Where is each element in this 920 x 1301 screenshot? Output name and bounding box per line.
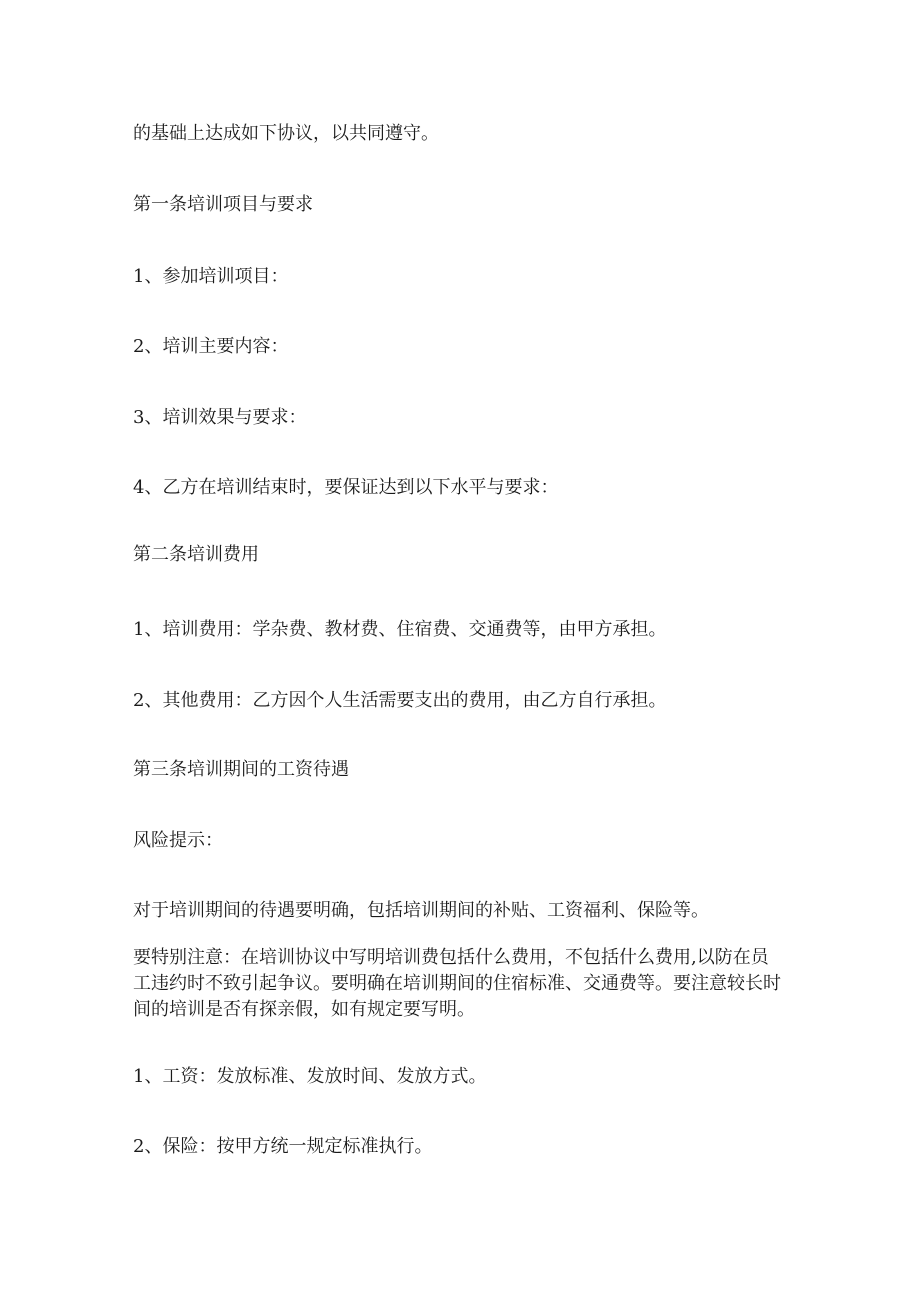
list-item-1: 1、参加培训项目：: [133, 266, 289, 287]
heading-article-3: 第三条培训期间的工资待遇: [133, 759, 349, 780]
paragraph-risk-note: 对于培训期间的待遇要明确，包括培训期间的补贴、工资福利、保险等。: [133, 900, 709, 921]
list-item-insurance: 2、保险：按甲方统一规定标准执行。: [133, 1136, 433, 1157]
list-item-wages: 1、工资：发放标准、发放时间、发放方式。: [133, 1066, 487, 1087]
heading-article-1: 第一条培训项目与要求: [133, 194, 313, 215]
list-item-fees-2: 2、其他费用：乙方因个人生活需要支出的费用，由乙方自行承担。: [133, 690, 667, 711]
list-item-fees-1: 1、培训费用：学杂费、教材费、住宿费、交通费等，由甲方承担。: [133, 619, 667, 640]
risk-label: 风险提示：: [133, 830, 223, 851]
list-item-4: 4、乙方在培训结束时，要保证达到以下水平与要求：: [133, 477, 559, 498]
list-item-2: 2、培训主要内容：: [133, 336, 289, 357]
paragraph-agreement-intro: 的基础上达成如下协议，以共同遵守。: [133, 123, 439, 144]
list-item-3: 3、培训效果与要求：: [133, 407, 307, 428]
heading-article-2: 第二条培训费用: [133, 544, 259, 565]
paragraph-special-attention: 要特别注意：在培训协议中写明培训费包括什么费用，不包括什么费用,以防在员工违约时不致引起争议。要明确在培训期间的住宿标准、交通费等。要注意较长时间的培训是否有探亲假，如有规定要写明。: [133, 947, 781, 1020]
